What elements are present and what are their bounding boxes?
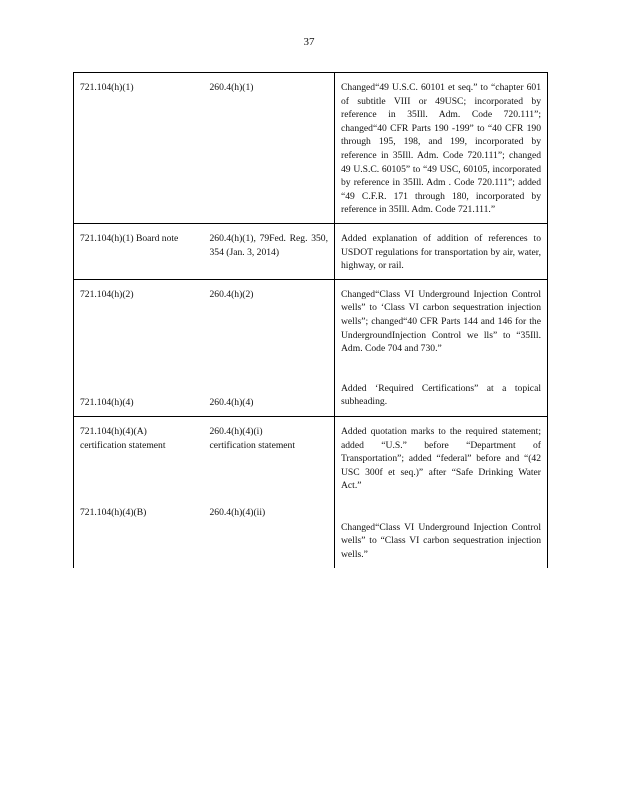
- table-row: [74, 73, 548, 224]
- section-cell: [74, 223, 204, 279]
- description-text: Changed“Class VI Underground Injection Control wells” to “Class VI carbon sequestration injection wells.”: [341, 521, 541, 561]
- source-text: 260.4(h)(4)(ii): [209, 507, 266, 519]
- section-cell: [74, 416, 204, 567]
- section-text: 721.104(h)(4)(A) certification statement: [80, 425, 166, 451]
- source-text: 260.4(h)(4)(i) certification statement: [209, 425, 296, 451]
- section-text: 721.104(h)(1) Board note: [80, 232, 179, 244]
- section-text: 721.104(h)(4): [80, 397, 134, 409]
- source-text: 260.4(h)(1), 79Fed. Reg. 350, 354 (Jan. 3, 2014): [209, 232, 328, 258]
- description-cell: [335, 416, 548, 567]
- description-text: Changed“Class VI Underground Injection Control wells” to ‘Class VI carbon sequestration injection wells”; changed“40 CFR Parts 144 and 146 for the UndergroundInjection Control we lls” to “35Ill. Adm. Code 704 and 730.”: [341, 288, 541, 355]
- description-text: Added ‘Required Certifications” at a topical subheading.: [341, 382, 541, 408]
- section-cell: [74, 279, 204, 416]
- source-cell: [204, 223, 335, 279]
- section-text: 721.104(h)(4)(B): [80, 507, 147, 519]
- description-text: Changed“49 U.S.C. 60101 et seq.” to “chapter 601 of subtitle VIII or 49USC; incorporated by reference in 35Ill. Adm. Code 720.111”; changed“40 CFR Parts 190 -199” to “40 CFR 190 through 195, 198, and 199, incorporated by reference in 35Ill. Adm. Code 720.111”; changed 49 U.S.C. 60105” to “49 USC, 60105, incorporated by reference in 35Ill. Adm . Code 720.111”; added “49 C.F.R. 171 through 180, incorporated by reference in 35Ill. Adm. Code 721.111.”: [341, 82, 541, 216]
- table-row: [74, 223, 548, 279]
- table-row: [74, 279, 548, 416]
- description-cell: [335, 73, 548, 224]
- description-cell: [335, 279, 548, 416]
- section-cell: [74, 73, 204, 224]
- source-cell: [204, 73, 335, 224]
- description-text: Added quotation marks to the required statement; added “U.S.” before “Department of Transportation”; added “federal” before and “(42 USC 300f et seq.)” after “Safe Drinking Water Act.”: [341, 425, 541, 492]
- source-cell: [204, 279, 335, 416]
- comparison-table: [73, 72, 548, 568]
- description-cell: [335, 223, 548, 279]
- page-number: 37: [303, 36, 315, 48]
- section-text: 721.104(h)(1): [80, 82, 134, 93]
- source-text: 260.4(h)(1): [209, 82, 254, 93]
- section-text: 721.104(h)(2): [80, 288, 134, 300]
- description-text: Added explanation of addition of references to USDOT regulations for transportation by air, water, highway, or rail.: [341, 232, 541, 272]
- table-row: [74, 416, 548, 567]
- source-text: 260.4(h)(2): [209, 288, 254, 300]
- source-text: 260.4(h)(4): [209, 397, 254, 409]
- source-cell: [204, 416, 335, 567]
